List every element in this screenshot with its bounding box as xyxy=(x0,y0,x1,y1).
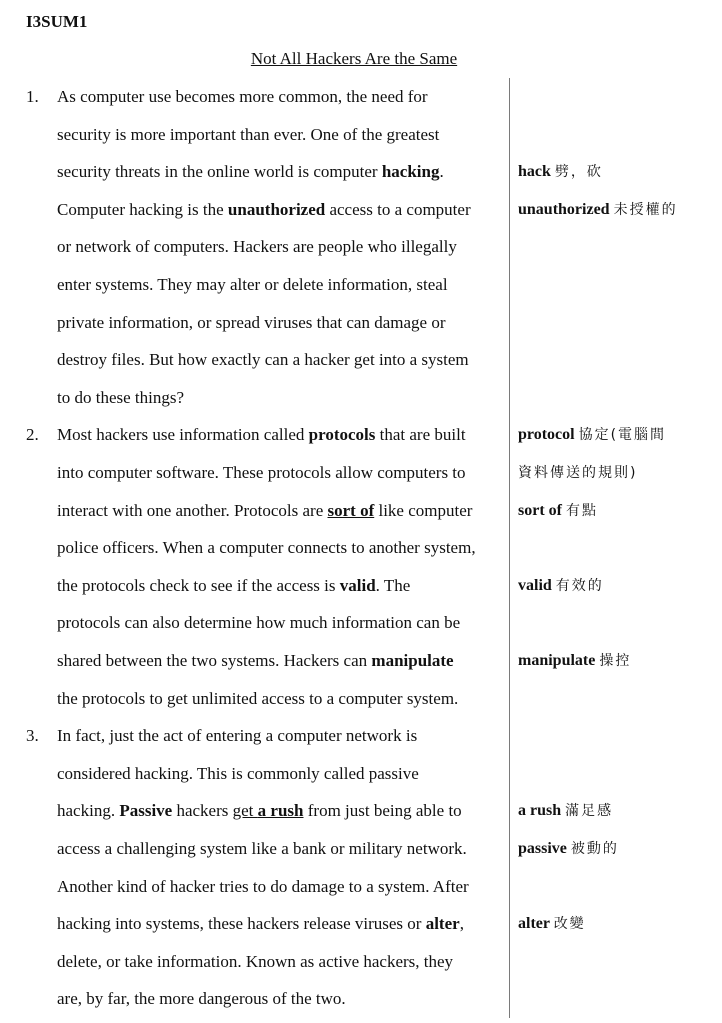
glossary-term: manipulate xyxy=(518,652,600,669)
document-title: Not All Hackers Are the Same xyxy=(250,49,458,68)
paragraph-line: the protocols to get unlimited access to a computer system. xyxy=(57,688,459,708)
glossary-translation: 未授權的 xyxy=(613,201,678,218)
paragraph-line: or network of computers. Hackers are people who illegally xyxy=(57,237,457,257)
paragraph-line: security threats in the online world is computer hacking. xyxy=(57,162,444,182)
glossary-entry xyxy=(518,501,598,521)
paragraph-line: police officers. When a computer connects to another system, xyxy=(57,538,476,558)
glossary-term: protocol xyxy=(518,426,579,444)
glossary-entry xyxy=(518,162,603,182)
paragraph-line: hacking into systems, these hackers release viruses or alter, xyxy=(57,914,464,934)
glossary-translation: 改變 xyxy=(553,916,586,933)
glossary-term: hack xyxy=(518,163,555,181)
vocab-term: unauthorized xyxy=(227,199,326,219)
paragraph-line: delete, or take information. Known as active hackers, they xyxy=(57,951,454,971)
glossary-term: a rush xyxy=(518,802,566,820)
paragraph-line: are, by far, the more dangerous of the two. xyxy=(57,989,346,1009)
paragraph-line: Computer hacking is the unauthorized access to a computer xyxy=(57,199,471,219)
glossary-entry xyxy=(518,914,586,934)
paragraph-line: shared between the two systems. Hackers can manipulate xyxy=(57,651,454,670)
paragraph-line: protocols can also determine how much information can be xyxy=(57,613,461,633)
glossary-term: valid xyxy=(518,576,556,594)
vocab-term: alter xyxy=(425,914,460,934)
glossary-translation: 劈，砍 xyxy=(554,164,603,181)
paragraph-number: 1. xyxy=(26,87,39,106)
paragraph-line: into computer software. These protocols allow computers to xyxy=(57,463,466,482)
glossary-entry xyxy=(518,651,631,671)
paragraph-line: Most hackers use information called protocols that are built xyxy=(57,425,466,445)
glossary-translation: 滿足感 xyxy=(565,803,614,820)
paragraph-line: hacking. Passive hackers get a rush from just being able to xyxy=(57,801,462,821)
glossary-term: alter xyxy=(518,915,554,933)
glossary-translation: 操控 xyxy=(599,653,632,669)
document-id: I3SUM1 xyxy=(26,12,88,31)
paragraph-number: 2. xyxy=(26,425,39,445)
paragraph-line: the protocols check to see if the access is valid. The xyxy=(57,575,411,595)
vocab-term: sort of xyxy=(327,500,375,520)
glossary-translation: 資料傳送的規則) xyxy=(518,465,638,481)
paragraph-line: considered hacking. This is commonly called passive xyxy=(57,763,419,783)
glossary-term: passive xyxy=(518,840,571,857)
paragraph-line: access a challenging system like a bank or military network. xyxy=(57,839,467,858)
paragraph-number: 3. xyxy=(26,726,39,746)
glossary-entry xyxy=(518,576,604,596)
paragraph-line: As computer use becomes more common, the need for xyxy=(57,87,428,106)
vocab-term: valid xyxy=(339,575,376,595)
glossary-entry xyxy=(518,425,666,445)
glossary-term: sort of xyxy=(518,501,566,519)
vocab-term: manipulate xyxy=(371,651,454,670)
column-divider xyxy=(509,78,510,1018)
vocab-term: Passive xyxy=(119,801,173,821)
glossary-translation: 協定(電腦間 xyxy=(578,427,667,444)
glossary-entry xyxy=(518,463,637,483)
paragraph-line: interact with one another. Protocols are sort of like computer xyxy=(57,500,473,520)
glossary-translation: 被動的 xyxy=(570,841,619,857)
vocab-term: protocols xyxy=(308,425,376,445)
paragraph-line: to do these things? xyxy=(57,387,185,407)
glossary-translation: 有點 xyxy=(565,502,598,519)
paragraph-line: destroy files. But how exactly can a hacker get into a system xyxy=(57,350,469,370)
glossary-term: unauthorized xyxy=(518,200,614,218)
glossary-translation: 有效的 xyxy=(555,577,604,594)
paragraph-line: private information, or spread viruses that can damage or xyxy=(57,312,446,332)
vocab-term: hacking xyxy=(381,162,440,182)
paragraph-line: Another kind of hacker tries to do damage to a system. After xyxy=(57,876,469,896)
paragraph-line: security is more important than ever. One of the greatest xyxy=(57,124,440,144)
glossary-entry xyxy=(518,801,613,821)
paragraph-line: enter systems. They may alter or delete information, steal xyxy=(57,275,448,294)
vocab-term: a rush xyxy=(257,801,304,821)
glossary-entry xyxy=(518,839,619,859)
paragraph-line: In fact, just the act of entering a computer network is xyxy=(57,726,418,746)
glossary-entry xyxy=(518,200,678,220)
